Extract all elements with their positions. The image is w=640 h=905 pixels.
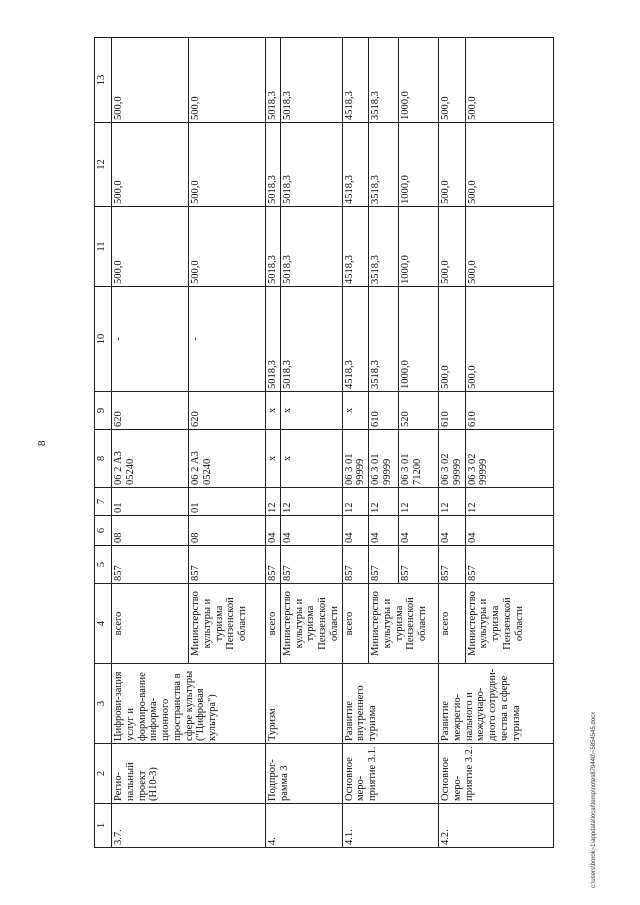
cell-value: 500,0 [439, 207, 466, 287]
cell-code: 06 2 А3 05240 [112, 430, 189, 488]
cell-value: 500,0 [189, 207, 266, 287]
cell-code: 520 [399, 392, 439, 430]
cell-executor: всего [342, 584, 369, 664]
cell-value: 500,0 [465, 287, 553, 392]
cell-value: 500,0 [439, 123, 466, 207]
col-header: 3 [95, 664, 112, 744]
cell-code: 857 [342, 546, 369, 584]
cell-executor: всего [112, 584, 189, 664]
col-header: 9 [95, 392, 112, 430]
cell-code: 08 [112, 516, 189, 546]
file-path-footer: c:\users\borok~1\appdata\local\temp\notes879440\~5854545.docx [591, 711, 597, 888]
cell-code: 04 [399, 516, 439, 546]
cell-value: 5018,3 [280, 207, 342, 287]
cell-code: 610 [369, 392, 399, 430]
cell-value: 4518,3 [342, 38, 369, 123]
cell-code: 01 [112, 488, 189, 516]
cell-value: 500,0 [112, 38, 189, 123]
cell-number: 4.2. [439, 804, 554, 848]
cell-value: 1000,0 [399, 207, 439, 287]
cell-code: 08 [189, 516, 266, 546]
cell-value: 4518,3 [342, 123, 369, 207]
cell-value: 500,0 [465, 123, 553, 207]
cell-code: 04 [369, 516, 399, 546]
cell-number: 3.7. [112, 804, 266, 848]
cell-number: 4.1. [342, 804, 439, 848]
cell-code: 06 2 А3 05240 [189, 430, 266, 488]
cell-value: 500,0 [189, 38, 266, 123]
cell-executor: Министерство культуры и туризма Пензенской области [189, 584, 266, 664]
cell-executor: Министерство культуры и туризма Пензенской области [465, 584, 553, 664]
cell-value: 1000,0 [399, 123, 439, 207]
cell-kind: Регио-нальный проект (Н10-3) [112, 744, 266, 804]
cell-value: 4518,3 [342, 287, 369, 392]
cell-code: 04 [280, 516, 342, 546]
col-header: 12 [95, 123, 112, 207]
cell-executor: Министерство культуры и туризма Пензенской области [280, 584, 342, 664]
header-row [95, 38, 112, 848]
cell-value: 500,0 [439, 38, 466, 123]
cell-code: 857 [439, 546, 466, 584]
rotated-table-container [94, 38, 586, 848]
cell-code: 857 [369, 546, 399, 584]
cell-code: 06 3 02 99999 [439, 430, 466, 488]
cell-title: Развитие межрегио-нального и междунаро-дного сотрудни-чества в сфере туризма [439, 664, 554, 744]
table-row [439, 38, 466, 848]
cell-code: 857 [112, 546, 189, 584]
cell-code: 12 [399, 488, 439, 516]
cell-code: 12 [369, 488, 399, 516]
cell-title: Развитие внутреннего туризма [342, 664, 439, 744]
cell-code: 04 [465, 516, 553, 546]
cell-value: 5018,3 [266, 287, 281, 392]
col-header: 10 [95, 287, 112, 392]
cell-value: - [189, 287, 266, 392]
cell-code: 12 [465, 488, 553, 516]
cell-value: 500,0 [112, 207, 189, 287]
cell-code: 12 [280, 488, 342, 516]
cell-code: 12 [439, 488, 466, 516]
page-number: 8 [36, 440, 48, 446]
cell-code: 857 [266, 546, 281, 584]
cell-code: 06 3 02 99999 [465, 430, 553, 488]
cell-value: - [112, 287, 189, 392]
cell-value: 5018,3 [266, 207, 281, 287]
cell-value: 5018,3 [280, 287, 342, 392]
cell-code: 610 [465, 392, 553, 430]
col-header: 5 [95, 546, 112, 584]
cell-kind: Подпрог-рамма 3 [266, 744, 343, 804]
cell-value: 500,0 [465, 207, 553, 287]
cell-code: 06 3 01 99999 [369, 430, 399, 488]
col-header: 4 [95, 584, 112, 664]
cell-code: 12 [342, 488, 369, 516]
cell-value: 1000,0 [399, 38, 439, 123]
cell-code: 04 [342, 516, 369, 546]
col-header: 11 [95, 207, 112, 287]
cell-executor: Министерство культуры и туризма Пензенской области [369, 584, 439, 664]
cell-title: Цифрови-зация услуг и формиро-вание информа-ционного пространства в сфере культуры ("Цифровая культура") [112, 664, 266, 744]
table-row [342, 38, 369, 848]
cell-value: 5018,3 [280, 123, 342, 207]
cell-executor: всего [439, 584, 466, 664]
cell-code: 620 [112, 392, 189, 430]
cell-code: 01 [189, 488, 266, 516]
cell-code: 857 [399, 546, 439, 584]
col-header: 13 [95, 38, 112, 123]
cell-value: 5018,3 [266, 38, 281, 123]
cell-code: 857 [465, 546, 553, 584]
cell-value: 1000,0 [399, 287, 439, 392]
cell-value: 500,0 [112, 123, 189, 207]
cell-value: 4518,3 [342, 207, 369, 287]
cell-value: 3518,3 [369, 38, 399, 123]
cell-code: 857 [280, 546, 342, 584]
col-header: 2 [95, 744, 112, 804]
col-header: 8 [95, 430, 112, 488]
cell-value: 5018,3 [280, 38, 342, 123]
cell-value: 500,0 [439, 287, 466, 392]
cell-number: 4. [266, 804, 343, 848]
cell-value: 3518,3 [369, 207, 399, 287]
cell-code: 06 3 01 71200 [399, 430, 439, 488]
cell-kind: Основное меро-приятие 3.1. [342, 744, 439, 804]
cell-value: 500,0 [465, 38, 553, 123]
cell-value: 3518,3 [369, 123, 399, 207]
cell-code: х [280, 430, 342, 488]
budget-table [94, 37, 554, 848]
cell-code: 610 [439, 392, 466, 430]
cell-value: 3518,3 [369, 287, 399, 392]
cell-code: х [266, 392, 281, 430]
table-row [112, 38, 189, 848]
cell-code: 857 [189, 546, 266, 584]
col-header: 7 [95, 488, 112, 516]
cell-code: 04 [266, 516, 281, 546]
cell-code: х [266, 430, 281, 488]
col-header: 6 [95, 516, 112, 546]
cell-executor: всего [266, 584, 281, 664]
cell-kind: Основное меро-приятие 3.2. [439, 744, 554, 804]
cell-code: 12 [266, 488, 281, 516]
cell-code: х [280, 392, 342, 430]
cell-code: 06 3 01 99999 [342, 430, 369, 488]
cell-code: 04 [439, 516, 466, 546]
cell-title: Туризм [266, 664, 343, 744]
col-header: 1 [95, 804, 112, 848]
cell-value: 5018,3 [266, 123, 281, 207]
cell-code: х [342, 392, 369, 430]
cell-code: 620 [189, 392, 266, 430]
table-row [266, 38, 281, 848]
cell-value: 500,0 [189, 123, 266, 207]
